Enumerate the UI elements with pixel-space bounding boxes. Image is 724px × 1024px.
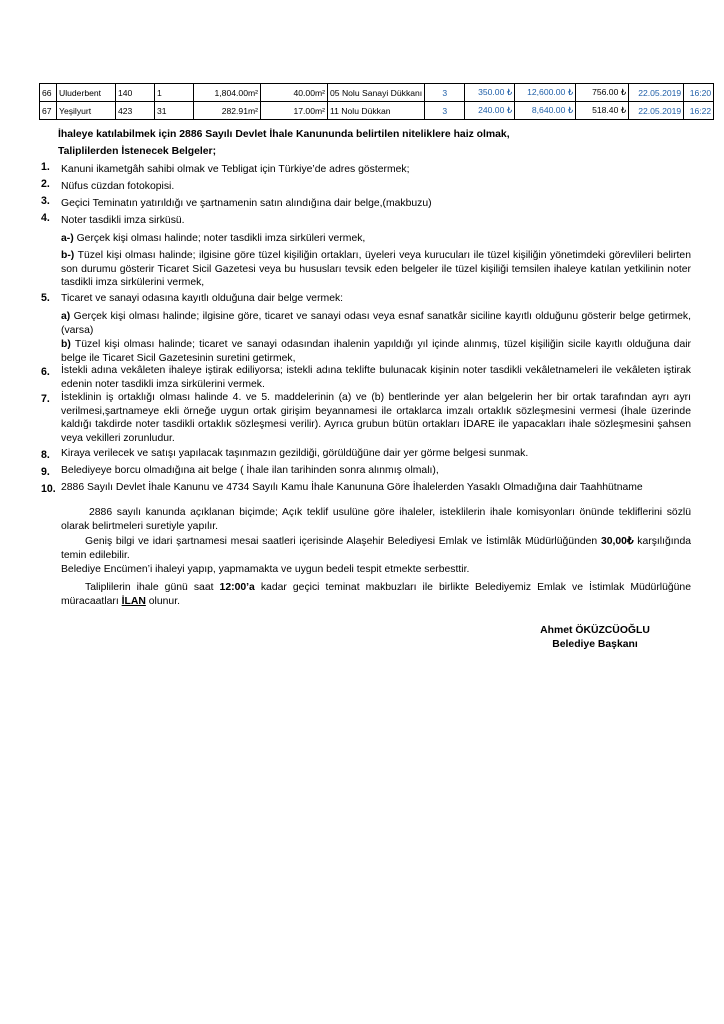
item-2-number: 2. [41, 178, 50, 190]
paragraph-1: 2886 sayılı kanunda açıklanan biçimde; Açık teklif usulüne göre ihaleler, isteklilerin ihale komisyonları önünde tekliflerini sözlü olarak belirtmeleri suretiyle yapılır. [61, 507, 691, 532]
item-10-number: 10. [41, 483, 56, 495]
item-4a-text: Gerçek kişi olması halinde; noter tasdikli imza sirküleri vermek, [73, 233, 366, 244]
cell-location: Uluderbent [57, 84, 116, 102]
item-7-number: 7. [41, 393, 50, 405]
cell-guarantee: 756.00 ₺ [576, 84, 629, 102]
item-2-text: Nüfus cüzdan fotokopisi. [61, 181, 175, 192]
item-4b-label: b-) [61, 250, 75, 261]
paragraph-2 [61, 535, 691, 562]
table-row [40, 84, 714, 102]
cell-building: 40.00m² [261, 84, 328, 102]
item-5a-text: Gerçek kişi olması halinde; ilgisine göre, ticaret ve sanayi odası veya esnaf sanatkâr siciline kayıtlı olduğunu gösterir belge getirmek, (varsa) [61, 311, 691, 336]
item-1-text: Kanuni ikametgâh sahibi olmak ve Tebligat için Türkiye’de adres göstermek; [61, 164, 410, 175]
cell-location: Yeşilyurt [57, 102, 116, 120]
item-7-text: İsteklinin iş ortaklığı olması halinde 4. ve 5. maddelerinin (a) ve (b) bentlerinde yer alan belgelerin her bir ortak tarafından ayrı ayrı verilmesi,şartnameye ekli örneğe uygun ortak girişim beyannamesi ile ortaklarca imzalı ortaklık sözleşmesini vermesi (İhale üzerinde kaldığı takdirde noter tasdikli ortaklık sözleşmesi verilir). Ayrıca grubun bütün ortakları İDARE ile yapacakları ihale sözleşmesini şahsen veya vekilleri zorunludur. [61, 392, 691, 444]
item-5b [61, 338, 691, 365]
item-5b-text: Tüzel kişi olması halinde; ticaret ve sanayi odasından ihalenin yapıldığı yıl içinde alınmış, tüzel kişiliğin sicile kayıtlı olduğuna dair belge ile Ticaret Sicil Gazetesinin suretini getirmek, [61, 339, 691, 364]
cell-parsel: 1 [155, 84, 194, 102]
item-5-number: 5. [41, 292, 50, 304]
item-3-number: 3. [41, 195, 50, 207]
cell-years: 3 [425, 84, 465, 102]
item-6-text: İstekli adına vekâleten ihaleye iştirak ediliyorsa; istekli adına teklifte bulunacak kişinin noter tasdikli vekâletnameleri ile vekâleten iştirak edenin noter tasdikli imza sirkülerini vermek. [61, 365, 691, 390]
cell-ada: 423 [116, 102, 155, 120]
cell-time: 16:20 [684, 84, 714, 102]
item-4a [61, 232, 691, 246]
item-5a-label: a) [61, 311, 71, 322]
cell-type: 11 Nolu Dükkan [328, 102, 425, 120]
paragraph-4-post: olunur. [145, 595, 180, 607]
cell-building: 17.00m² [261, 102, 328, 120]
item-8-number: 8. [41, 449, 50, 461]
item-4a-label: a-) [61, 233, 74, 244]
paragraph-4-ilan: İLAN [121, 595, 146, 607]
cell-years: 3 [425, 102, 465, 120]
cell-type: 05 Nolu Sanayi Dükkanı [328, 84, 425, 102]
cell-no: 67 [40, 102, 57, 120]
cell-area: 1,804.00m² [194, 84, 261, 102]
heading-line-1: İhaleye katılabilmek için 2886 Sayılı Devlet İhale Kanununda belirtilen niteliklere haiz olmak, [58, 129, 510, 140]
item-9-number: 9. [41, 466, 50, 478]
item-3-text: Geçici Teminatın yatırıldığı ve şartnamenin satın alındığına dair belge,(makbuzu) [61, 198, 432, 209]
paragraph-2-fee: 30,00₺ [600, 536, 634, 547]
paragraph-4 [61, 581, 691, 608]
item-4b [61, 249, 691, 290]
cell-monthly-rent: 240.00 ₺ [465, 102, 515, 120]
cell-no: 66 [40, 84, 57, 102]
property-table [39, 83, 714, 120]
item-5a [61, 310, 691, 337]
item-8-text: Kiraya verilecek ve satışı yapılacak taşınmazın gezildiği, görüldüğüne dair yer görme belgesi sunmak. [61, 448, 529, 459]
paragraph-4-mid: kadar geçici teminat makbuzları ile birlikte Belediyemiz Emlak ve İstimlak Müdürlüğüne müracaatları [61, 582, 691, 607]
cell-estimated-value: 12,600.00 ₺ [515, 84, 576, 102]
cell-time: 16:22 [684, 102, 714, 120]
item-1-number: 1. [41, 161, 50, 173]
item-10-text: 2886 Sayılı Devlet İhale Kanunu ve 4734 Sayılı Kamu İhale Kanununa Göre İhalelerden Yasaklı Olmadığına dair Taahhütname [61, 482, 643, 493]
cell-date: 22.05.2019 [629, 102, 684, 120]
cell-ada: 140 [116, 84, 155, 102]
cell-monthly-rent: 350.00 ₺ [465, 84, 515, 102]
item-6-number: 6. [41, 366, 50, 378]
signature-name: Ahmet ÖKÜZCÜOĞLU [540, 625, 650, 636]
cell-estimated-value: 8,640.00 ₺ [515, 102, 576, 120]
item-4-text: Noter tasdikli imza sirküsü. [61, 215, 185, 226]
cell-area: 282.91m² [194, 102, 261, 120]
cell-parsel: 31 [155, 102, 194, 120]
item-4-number: 4. [41, 212, 50, 224]
signature-title: Belediye Başkanı [552, 639, 638, 650]
paragraph-4-pre: Taliplilerin ihale günü saat [85, 582, 220, 593]
table-row [40, 102, 714, 120]
paragraph-4-time: 12:00’a [219, 582, 255, 593]
heading-line-2: Taliplilerden İstenecek Belgeler; [58, 146, 217, 157]
cell-guarantee: 518.40 ₺ [576, 102, 629, 120]
paragraph-2-pre: Geniş bilgi ve idari şartnamesi mesai saatleri içerisinde Alaşehir Belediyesi Emlak ve İstimlâk Müdürlüğünden [85, 536, 601, 547]
item-5b-label: b) [61, 339, 71, 350]
cell-date: 22.05.2019 [629, 84, 684, 102]
item-4b-text: Tüzel kişi olması halinde; ilgisine göre tüzel kişiliğin ortakları, üyeleri veya kurucuları ile tüzel kişiliğin yönetimdeki görevlileri belirten son durumu gösterir Ticaret Sicil Gazetesi veya bu hususları tevsik eden belgeler ile tüzel kişiliği temsilen ihaleye katılan yetkilinin noter tasdikli imza sirkülerini vermek, [61, 250, 691, 289]
item-5-text: Ticaret ve sanayi odasına kayıtlı olduğuna dair belge vermek: [61, 293, 344, 304]
paragraph-2-post: karşılığında temin edilebilir. [61, 536, 692, 561]
paragraph-3: Belediye Encümen’i ihaleyi yapıp, yapmamakta ve uygun bedeli tespit etmekte serbesttir. [61, 564, 470, 575]
item-9-text: Belediyeye borcu olmadığına ait belge ( İhale ilan tarihinden sonra alınmış olmalı), [61, 465, 439, 476]
